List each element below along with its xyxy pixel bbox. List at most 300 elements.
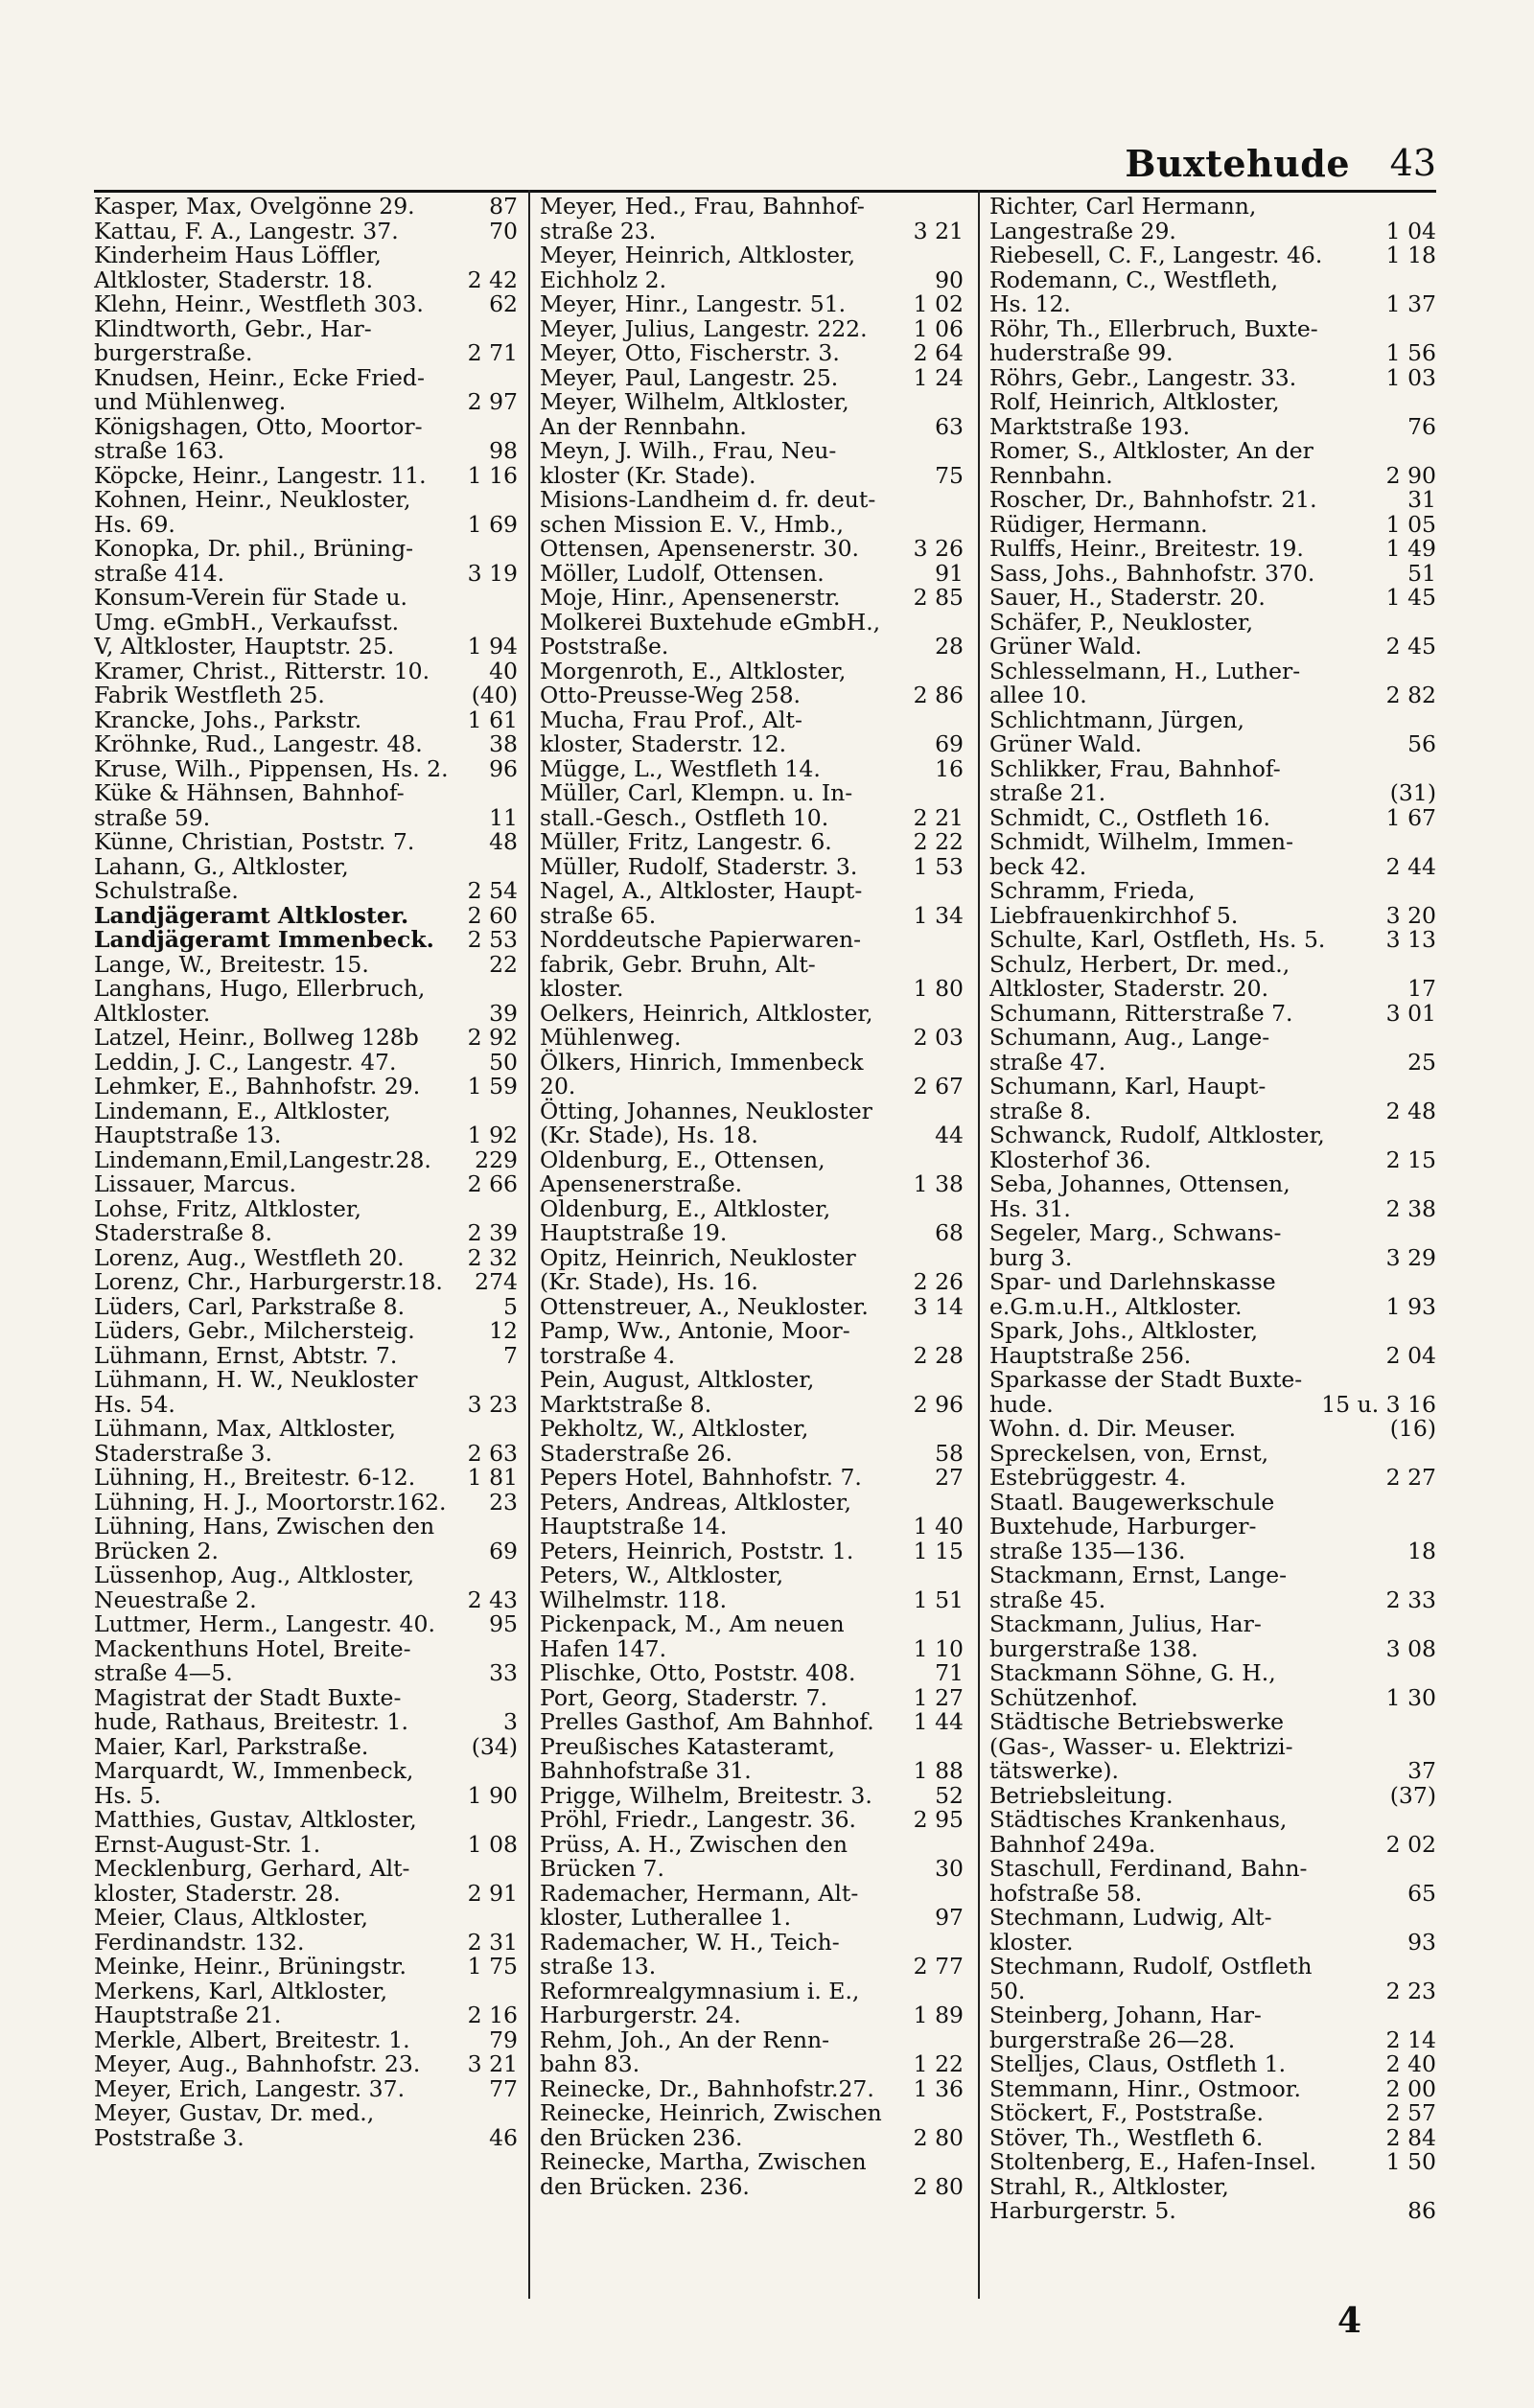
entry-phone-number: 2 53 bbox=[467, 926, 518, 953]
directory-entry bbox=[989, 268, 1436, 317]
directory-entry bbox=[540, 1194, 964, 1246]
entry-phone-number: 1 03 bbox=[1385, 363, 1436, 391]
entry-name-address: Pein, August, Altkloster, Marktstraße 8. bbox=[540, 1366, 815, 1418]
entry-phone-number: 1 10 bbox=[913, 1634, 964, 1662]
directory-entry bbox=[94, 1808, 518, 1857]
entry-phone-number: 95 bbox=[489, 1610, 518, 1637]
entry-phone-number: 2 85 bbox=[913, 584, 964, 611]
entry-phone-number: 2 95 bbox=[913, 1806, 964, 1833]
directory-entry bbox=[94, 1612, 518, 1637]
entry-name-address: Riebesell, C. F., Langestr. 46. bbox=[989, 242, 1323, 268]
entry-name-address: Meyer, Julius, Langestr. 222. bbox=[540, 314, 868, 342]
entry-phone-number: 2 90 bbox=[1385, 461, 1436, 489]
directory-entry bbox=[540, 292, 964, 317]
entry-name-address: Mucha, Frau Prof., Alt- kloster, Staderstr. 12. bbox=[540, 706, 802, 757]
signature-mark: 4 bbox=[1337, 2301, 1362, 2341]
directory-entry bbox=[94, 1683, 518, 1735]
directory-entry bbox=[989, 1857, 1436, 1906]
directory-entry bbox=[989, 1906, 1436, 1955]
entry-phone-number: 2 77 bbox=[913, 1953, 964, 1980]
entry-phone-number: 11 bbox=[489, 803, 518, 831]
entry-phone-number: 1 50 bbox=[1385, 2148, 1436, 2175]
entry-phone-number: 2 22 bbox=[913, 828, 964, 855]
entry-name-address: Meyer, Gustav, Dr. med., Poststraße 3. bbox=[94, 2099, 375, 2151]
entry-phone-number: 1 89 bbox=[913, 2002, 964, 2028]
directory-entry bbox=[94, 1906, 518, 1955]
entry-phone-number: 2 27 bbox=[1385, 1464, 1436, 1491]
entry-name-address: Lorenz, Chr., Harburgerstr.18. bbox=[94, 1268, 443, 1295]
entry-phone-number: 52 bbox=[935, 1781, 964, 1809]
directory-entry bbox=[94, 1488, 518, 1516]
entry-phone-number: 3 19 bbox=[467, 559, 518, 587]
directory-entry bbox=[94, 488, 518, 537]
entry-name-address: Meyer, Hed., Frau, Bahnhof- straße 23. bbox=[540, 195, 865, 244]
entry-phone-number: 274 bbox=[475, 1268, 518, 1295]
entry-name-address: Ölkers, Hinrich, Immenbeck 20. bbox=[540, 1048, 864, 1100]
entry-name-address: Schäfer, P., Neukloster, Grüner Wald. bbox=[989, 608, 1254, 660]
entry-name-address: Pamp, Ww., Antonie, Moor- torstraße 4. bbox=[540, 1317, 850, 1369]
entry-phone-number: 15 u. 3 16 bbox=[1321, 1390, 1436, 1418]
directory-entry bbox=[989, 879, 1436, 928]
entry-name-address: Stackmann Söhne, G. H., Schützenhof. bbox=[989, 1659, 1276, 1711]
entry-name-address: Möller, Ludolf, Ottensen. bbox=[540, 559, 825, 587]
directory-column-3 bbox=[989, 195, 1436, 2294]
entry-name-address: Meyer, Erich, Langestr. 37. bbox=[94, 2074, 406, 2102]
entry-name-address: Stoltenberg, E., Hafen-Insel. bbox=[989, 2148, 1316, 2175]
directory-entry bbox=[94, 1172, 518, 1197]
entry-phone-number: 1 38 bbox=[913, 1170, 964, 1197]
directory-entry bbox=[540, 657, 964, 708]
entry-name-address: Marquardt, W., Immenbeck, Hs. 5. bbox=[94, 1757, 414, 1809]
directory-entry bbox=[989, 803, 1436, 831]
entry-phone-number: 1 69 bbox=[467, 510, 518, 538]
entry-name-address: Staatl. Baugewerkschule Buxtehude, Harburger- straße 135—136. bbox=[989, 1488, 1275, 1564]
entry-name-address: Röhrs, Gebr., Langestr. 33. bbox=[989, 363, 1297, 391]
entry-phone-number: 98 bbox=[489, 437, 518, 464]
entry-phone-number: 2 02 bbox=[1385, 1830, 1436, 1858]
directory-entry bbox=[94, 1270, 518, 1295]
entry-name-address: Lohse, Fritz, Altkloster, Staderstraße 8. bbox=[94, 1194, 361, 1246]
entry-name-address: Schlesselmann, H., Luther- allee 10. bbox=[989, 657, 1301, 708]
entry-phone-number: 2 92 bbox=[467, 1024, 518, 1051]
directory-entry bbox=[989, 363, 1436, 391]
entry-name-address: Reinecke, Dr., Bahnhofstr.27. bbox=[540, 2074, 874, 2102]
entry-name-address: Pepers Hotel, Bahnhofstr. 7. bbox=[540, 1464, 862, 1491]
entry-name-address: Stöver, Th., Westfleth 6. bbox=[989, 2123, 1264, 2151]
entry-phone-number: 1 90 bbox=[467, 1781, 518, 1809]
directory-entry bbox=[989, 1270, 1436, 1319]
entry-name-address: Krancke, Johs., Parkstr. bbox=[94, 706, 362, 733]
entry-phone-number: 2 67 bbox=[913, 1073, 964, 1100]
entry-phone-number: 2 91 bbox=[467, 1879, 518, 1907]
directory-entry bbox=[540, 314, 964, 342]
directory-entry bbox=[540, 586, 964, 611]
entry-name-address: Schumann, Ritterstraße 7. bbox=[989, 999, 1293, 1027]
entry-phone-number: 79 bbox=[489, 2026, 518, 2053]
entry-phone-number: 70 bbox=[489, 217, 518, 244]
column-divider bbox=[528, 190, 530, 2299]
entry-phone-number: 2 45 bbox=[1385, 633, 1436, 660]
directory-entry bbox=[94, 1341, 518, 1369]
directory-entry bbox=[989, 2052, 1436, 2077]
entry-phone-number: 1 94 bbox=[467, 633, 518, 660]
entry-phone-number: 33 bbox=[489, 1659, 518, 1686]
directory-entry bbox=[540, 1243, 964, 1295]
entry-name-address: Kohnen, Heinr., Neukloster, Hs. 69. bbox=[94, 486, 411, 538]
entry-name-address: Leddin, J. C., Langestr. 47. bbox=[94, 1048, 397, 1076]
entry-name-address: Meyer, Aug., Bahnhofstr. 23. bbox=[94, 2050, 421, 2077]
entry-phone-number: 2 96 bbox=[913, 1390, 964, 1418]
directory-entry bbox=[540, 754, 964, 782]
entry-name-address: Schwanck, Rudolf, Altkloster, Klosterhof 36. bbox=[989, 1122, 1325, 1173]
entry-name-address: Reinecke, Martha, Zwischen den Brücken. 236. bbox=[540, 2148, 867, 2200]
entry-phone-number: 1 36 bbox=[913, 2074, 964, 2102]
directory-entry bbox=[989, 1955, 1436, 2003]
entry-name-address: Betriebsleitung. bbox=[989, 1781, 1174, 1809]
directory-entry bbox=[94, 977, 518, 1026]
entry-name-address: Latzel, Heinr., Bollweg 128b bbox=[94, 1024, 419, 1051]
directory-entry bbox=[94, 901, 518, 929]
entry-name-address: Sauer, H., Staderstr. 20. bbox=[989, 584, 1266, 611]
entry-phone-number: 229 bbox=[475, 1146, 518, 1173]
entry-phone-number: 7 bbox=[503, 1341, 518, 1369]
entry-name-address: Schmidt, C., Ostfleth 16. bbox=[989, 803, 1270, 831]
entry-phone-number: 48 bbox=[489, 828, 518, 855]
entry-name-address: Konsum-Verein für Stade u. Umg. eGmbH., Verkaufsst. V, Altkloster, Hauptstr. 25. bbox=[94, 584, 408, 660]
entry-name-address: Oelkers, Heinrich, Altkloster, Mühlenweg. bbox=[540, 999, 873, 1051]
entry-name-address: Lühning, H., Breitestr. 6-12. bbox=[94, 1464, 416, 1491]
entry-phone-number: 2 60 bbox=[467, 901, 518, 929]
directory-entry bbox=[94, 1319, 518, 1344]
entry-phone-number: 87 bbox=[489, 195, 518, 220]
entry-name-address: Müller, Rudolf, Staderstr. 3. bbox=[540, 852, 858, 880]
directory-entry bbox=[94, 537, 518, 586]
directory-entry bbox=[989, 657, 1436, 708]
directory-column-2 bbox=[540, 195, 964, 2294]
directory-entry bbox=[540, 1732, 964, 1784]
directory-entry bbox=[540, 1488, 964, 1540]
entry-name-address: Segeler, Marg., Schwans- burg 3. bbox=[989, 1219, 1282, 1271]
entry-name-address: Schlichtmann, Jürgen, Grüner Wald. bbox=[989, 706, 1245, 757]
entry-phone-number: 2 44 bbox=[1385, 852, 1436, 880]
entry-phone-number: 68 bbox=[935, 1219, 964, 1246]
entry-phone-number: 2 64 bbox=[913, 339, 964, 366]
directory-entry bbox=[94, 1148, 518, 1173]
entry-phone-number: 23 bbox=[489, 1488, 518, 1516]
directory-entry bbox=[989, 1123, 1436, 1172]
entry-phone-number: 2 03 bbox=[913, 1024, 964, 1051]
directory-entry bbox=[94, 781, 518, 830]
entry-name-address: Rehm, Joh., An der Renn- bahn 83. bbox=[540, 2026, 830, 2077]
entry-name-address: Küke & Hähnsen, Bahnhof- straße 59. bbox=[94, 779, 405, 831]
entry-name-address: Moje, Hinr., Apensenerstr. bbox=[540, 584, 841, 611]
directory-entry bbox=[540, 2101, 964, 2150]
entry-name-address: Kramer, Christ., Ritterstr. 10. Fabrik Westfleth 25. bbox=[94, 657, 430, 708]
entry-name-address: Lühmann, Ernst, Abtstr. 7. bbox=[94, 1341, 398, 1369]
entry-name-address: Strahl, R., Altkloster, Harburgerstr. 5. bbox=[989, 2172, 1229, 2224]
directory-entry bbox=[94, 1075, 518, 1100]
entry-phone-number: 37 bbox=[1407, 1757, 1436, 1784]
entry-phone-number: 3 23 bbox=[467, 1390, 518, 1418]
entry-name-address: Rolf, Heinrich, Altkloster, Marktstraße 193. bbox=[989, 388, 1280, 440]
entry-phone-number: 76 bbox=[1407, 412, 1436, 440]
entry-name-address: Spar- und Darlehnskasse e.G.m.u.H., Altkloster. bbox=[989, 1268, 1276, 1320]
entry-name-address: Roscher, Dr., Bahnhofstr. 21. bbox=[989, 486, 1317, 513]
directory-entry bbox=[989, 1781, 1436, 1809]
entry-phone-number: 3 21 bbox=[913, 217, 964, 244]
entry-name-address: Plischke, Otto, Poststr. 408. bbox=[540, 1659, 856, 1686]
entry-phone-number: 3 14 bbox=[913, 1292, 964, 1320]
directory-entry bbox=[94, 195, 518, 220]
entry-phone-number: 17 bbox=[1407, 975, 1436, 1002]
entry-phone-number: 40 (40) bbox=[471, 657, 518, 708]
entry-name-address: Kröhnke, Rud., Langestr. 48. bbox=[94, 730, 423, 757]
directory-entry bbox=[94, 1292, 518, 1320]
entry-name-address: Schumann, Aug., Lange- straße 47. bbox=[989, 1024, 1270, 1076]
directory-entry bbox=[94, 1097, 518, 1148]
directory-entry bbox=[540, 608, 964, 660]
entry-name-address: Schulte, Karl, Ostfleth, Hs. 5. bbox=[989, 926, 1326, 953]
directory-entry bbox=[540, 1879, 964, 1931]
entry-phone-number: 56 bbox=[1407, 730, 1436, 757]
entry-name-address: Pickenpack, M., Am neuen Hafen 147. bbox=[540, 1610, 845, 1662]
directory-entry bbox=[989, 1026, 1436, 1075]
directory-entry bbox=[540, 2150, 964, 2199]
directory-entry bbox=[540, 195, 964, 243]
directory-entry bbox=[94, 1194, 518, 1246]
entry-name-address: Wohn. d. Dir. Meuser. bbox=[989, 1415, 1237, 1442]
entry-phone-number: 46 bbox=[489, 2123, 518, 2151]
entry-name-address: Landjägeramt Immenbeck. bbox=[94, 926, 434, 953]
directory-entry bbox=[540, 1928, 964, 1980]
directory-entry bbox=[540, 999, 964, 1051]
entry-phone-number: 3 13 bbox=[1385, 926, 1436, 953]
entry-name-address: Knudsen, Heinr., Ecke Fried- und Mühlenweg. bbox=[94, 363, 425, 415]
entry-name-address: Oldenburg, E., Ottensen, Apensenerstraße. bbox=[540, 1146, 825, 1197]
entry-name-address: Städtisches Krankenhaus, Bahnhof 249a. bbox=[989, 1806, 1288, 1858]
entry-name-address: Konopka, Dr. phil., Brüning- straße 414. bbox=[94, 535, 414, 587]
entry-name-address: Müller, Fritz, Langestr. 6. bbox=[540, 828, 832, 855]
directory-entry bbox=[94, 950, 518, 978]
entry-phone-number: 96 bbox=[489, 754, 518, 782]
directory-entry bbox=[989, 608, 1436, 660]
directory-entry bbox=[540, 879, 964, 928]
directory-entry bbox=[989, 2003, 1436, 2052]
directory-column-1 bbox=[94, 195, 518, 2294]
entry-phone-number: 2 97 bbox=[467, 388, 518, 415]
directory-entry bbox=[94, 461, 518, 489]
directory-entry bbox=[989, 2172, 1436, 2224]
entry-name-address: Richter, Carl Hermann, Langestraße 29. bbox=[989, 195, 1257, 244]
entry-name-address: Stechmann, Ludwig, Alt- kloster. bbox=[989, 1904, 1272, 1956]
entry-phone-number: 39 bbox=[489, 999, 518, 1027]
directory-entry bbox=[989, 1488, 1436, 1564]
directory-entry bbox=[540, 1097, 964, 1148]
entry-name-address: Städtische Betriebswerke (Gas-, Wasser- u. Elektrizi- tätswerke). bbox=[989, 1708, 1293, 1784]
entry-phone-number: 2 80 bbox=[913, 2123, 964, 2151]
entry-phone-number: 27 bbox=[935, 1464, 964, 1491]
directory-entry bbox=[540, 830, 964, 855]
entry-phone-number: 1 88 bbox=[913, 1757, 964, 1784]
entry-phone-number: 1 44 bbox=[913, 1708, 964, 1735]
entry-phone-number: 2 84 bbox=[1385, 2123, 1436, 2151]
entry-phone-number: 1 15 bbox=[913, 1537, 964, 1564]
directory-entry bbox=[989, 243, 1436, 268]
entry-name-address: Staschull, Ferdinand, Bahn- hofstraße 58. bbox=[989, 1855, 1308, 1907]
directory-entry bbox=[540, 2028, 964, 2077]
entry-phone-number: 1 93 bbox=[1385, 1292, 1436, 1320]
directory-entry bbox=[94, 708, 518, 733]
entry-name-address: Rademacher, W. H., Teich- straße 13. bbox=[540, 1928, 840, 1980]
directory-entry bbox=[989, 2074, 1436, 2102]
entry-name-address: Peters, Andreas, Altkloster, Hauptstraße 14. bbox=[540, 1488, 851, 1540]
entry-name-address: Lorenz, Aug., Westfleth 20. bbox=[94, 1243, 405, 1271]
entry-name-address: Pröhl, Friedr., Langestr. 36. bbox=[540, 1806, 857, 1833]
entry-name-address: Peters, W., Altkloster, Wilhelmstr. 118. bbox=[540, 1562, 784, 1613]
directory-entry bbox=[989, 314, 1436, 366]
directory-entry bbox=[94, 2028, 518, 2053]
directory-entry bbox=[94, 586, 518, 660]
directory-entry bbox=[989, 1172, 1436, 1221]
directory-entry bbox=[94, 2074, 518, 2102]
entry-phone-number: 2 23 bbox=[1385, 1977, 1436, 2004]
entry-name-address: Meyer, Heinrich, Altkloster, Eichholz 2. bbox=[540, 242, 856, 293]
entry-name-address: Maier, Karl, Parkstraße. bbox=[94, 1732, 369, 1760]
directory-entry bbox=[989, 708, 1436, 757]
entry-name-address: Klehn, Heinr., Westfleth 303. bbox=[94, 290, 424, 317]
entry-name-address: Mecklenburg, Gerhard, Alt- kloster, Staderstr. 28. bbox=[94, 1855, 410, 1907]
directory-entry bbox=[94, 1368, 518, 1417]
entry-phone-number: 2 86 bbox=[913, 682, 964, 708]
entry-name-address: Lehmker, E., Bahnhofstr. 29. bbox=[94, 1073, 421, 1100]
entry-phone-number: 31 bbox=[1407, 486, 1436, 513]
entry-name-address: Kruse, Wilh., Pippensen, Hs. 2. bbox=[94, 754, 449, 782]
entry-phone-number: 2 14 bbox=[1385, 2026, 1436, 2053]
directory-entry bbox=[540, 1710, 964, 1735]
directory-entry bbox=[540, 1563, 964, 1612]
entry-phone-number: 2 32 bbox=[467, 1243, 518, 1271]
entry-phone-number: 3 01 bbox=[1385, 999, 1436, 1027]
entry-name-address: Oldenburg, E., Altkloster, Hauptstraße 19. bbox=[540, 1194, 831, 1246]
directory-entry bbox=[94, 1563, 518, 1612]
entry-phone-number: 1 51 bbox=[913, 1586, 964, 1613]
entry-phone-number: 2 48 bbox=[1385, 1097, 1436, 1124]
entry-name-address: Peters, Heinrich, Poststr. 1. bbox=[540, 1537, 854, 1564]
entry-phone-number: 1 02 bbox=[913, 290, 964, 317]
entry-phone-number: 30 bbox=[935, 1855, 964, 1882]
directory-entry bbox=[989, 195, 1436, 243]
entry-name-address: Reformrealgymnasium i. E., Harburgerstr. 24. bbox=[540, 1977, 860, 2028]
header-rule bbox=[94, 190, 1436, 193]
directory-entry bbox=[94, 243, 518, 292]
entry-name-address: Ottenstreuer, A., Neukloster. bbox=[540, 1292, 869, 1320]
entry-phone-number: 5 bbox=[503, 1292, 518, 1320]
entry-name-address: Stackmann, Julius, Har- burgerstraße 138. bbox=[989, 1610, 1262, 1662]
directory-entry bbox=[989, 1612, 1436, 1661]
entry-name-address: Prüss, A. H., Zwischen den Brücken 7. bbox=[540, 1830, 848, 1882]
directory-entry bbox=[989, 488, 1436, 513]
entry-phone-number: 3 29 bbox=[1385, 1243, 1436, 1271]
directory-entry bbox=[989, 950, 1436, 1002]
entry-name-address: Lühning, Hans, Zwischen den Brücken 2. bbox=[94, 1513, 435, 1564]
entry-phone-number: 2 71 bbox=[467, 339, 518, 366]
entry-phone-number: 2 38 bbox=[1385, 1194, 1436, 1222]
entry-name-address: Schlikker, Frau, Bahnhof- straße 21. bbox=[989, 754, 1281, 806]
directory-entry bbox=[540, 1612, 964, 1661]
entry-phone-number: 1 27 bbox=[913, 1683, 964, 1711]
entry-name-address: Magistrat der Stadt Buxte- hude, Rathaus, Breitestr. 1. bbox=[94, 1683, 408, 1735]
directory-entry bbox=[94, 928, 518, 953]
entry-name-address: Seba, Johannes, Ottensen, Hs. 31. bbox=[989, 1170, 1290, 1222]
directory-entry bbox=[94, 2101, 518, 2150]
entry-phone-number: 2 80 bbox=[913, 2172, 964, 2200]
directory-entry bbox=[989, 1710, 1436, 1784]
entry-name-address: Lahann, G., Altkloster, Schulstraße. bbox=[94, 852, 349, 904]
entry-phone-number: 25 bbox=[1407, 1048, 1436, 1076]
directory-entry bbox=[989, 2150, 1436, 2175]
entry-name-address: Rodemann, C., Westfleth, Hs. 12. bbox=[989, 266, 1279, 317]
entry-phone-number: 22 bbox=[489, 950, 518, 978]
entry-name-address: Röhr, Th., Ellerbruch, Buxte- huderstraße 99. bbox=[989, 314, 1318, 366]
directory-entry bbox=[989, 2123, 1436, 2151]
directory-entry bbox=[540, 928, 964, 1002]
entry-name-address: Kasper, Max, Ovelgönne 29. bbox=[94, 195, 415, 220]
directory-entry bbox=[94, 314, 518, 366]
entry-phone-number: 77 bbox=[489, 2074, 518, 2102]
entry-name-address: Molkerei Buxtehude eGmbH., Poststraße. bbox=[540, 608, 881, 660]
directory-entry bbox=[94, 1977, 518, 2028]
entry-phone-number: 69 bbox=[935, 730, 964, 757]
entry-phone-number: 97 bbox=[935, 1904, 964, 1931]
directory-entry bbox=[989, 754, 1436, 806]
entry-phone-number: 1 80 bbox=[913, 975, 964, 1002]
entry-phone-number: 1 67 bbox=[1385, 803, 1436, 831]
entry-name-address: Port, Georg, Staderstr. 7. bbox=[540, 1683, 827, 1711]
entry-name-address: Spreckelsen, von, Ernst, Estebrüggestr. 4. bbox=[989, 1439, 1269, 1491]
entry-phone-number: 2 26 bbox=[913, 1268, 964, 1295]
column-divider bbox=[978, 190, 980, 2299]
entry-phone-number: 1 22 bbox=[913, 2050, 964, 2077]
directory-entry bbox=[540, 439, 964, 488]
entry-name-address: Sparkasse der Stadt Buxte- hude. bbox=[989, 1366, 1303, 1418]
entry-phone-number: 2 00 bbox=[1385, 2074, 1436, 2102]
directory-entry bbox=[989, 439, 1436, 488]
page-title: Buxtehude bbox=[1125, 142, 1350, 185]
entry-phone-number: 58 bbox=[935, 1439, 964, 1467]
directory-entry bbox=[94, 830, 518, 855]
entry-phone-number: 1 24 bbox=[913, 363, 964, 391]
entry-phone-number: 44 bbox=[935, 1122, 964, 1148]
directory-entry bbox=[94, 657, 518, 708]
entry-phone-number: 62 bbox=[489, 290, 518, 317]
entry-phone-number: 2 15 bbox=[1385, 1146, 1436, 1173]
entry-phone-number: 71 bbox=[935, 1659, 964, 1686]
entry-name-address: Prigge, Wilhelm, Breitestr. 3. bbox=[540, 1781, 872, 1809]
entry-name-address: Luttmer, Herm., Langestr. 40. bbox=[94, 1610, 435, 1637]
entry-phone-number: 1 61 bbox=[467, 706, 518, 733]
entry-phone-number: 1 06 bbox=[913, 314, 964, 342]
entry-name-address: Romer, S., Altkloster, An der Rennbahn. bbox=[989, 437, 1313, 489]
entry-name-address: Mügge, L., Westfleth 14. bbox=[540, 754, 821, 782]
directory-entry bbox=[94, 1466, 518, 1491]
entry-phone-number: (16) bbox=[1389, 1415, 1436, 1442]
directory-entry bbox=[94, 1243, 518, 1271]
entry-phone-number: (31) bbox=[1389, 779, 1436, 806]
directory-entry bbox=[94, 412, 518, 464]
entry-name-address: Meinke, Heinr., Brüningstr. bbox=[94, 1953, 407, 1980]
directory-entry bbox=[989, 1563, 1436, 1612]
page-number: 43 bbox=[1389, 142, 1436, 184]
